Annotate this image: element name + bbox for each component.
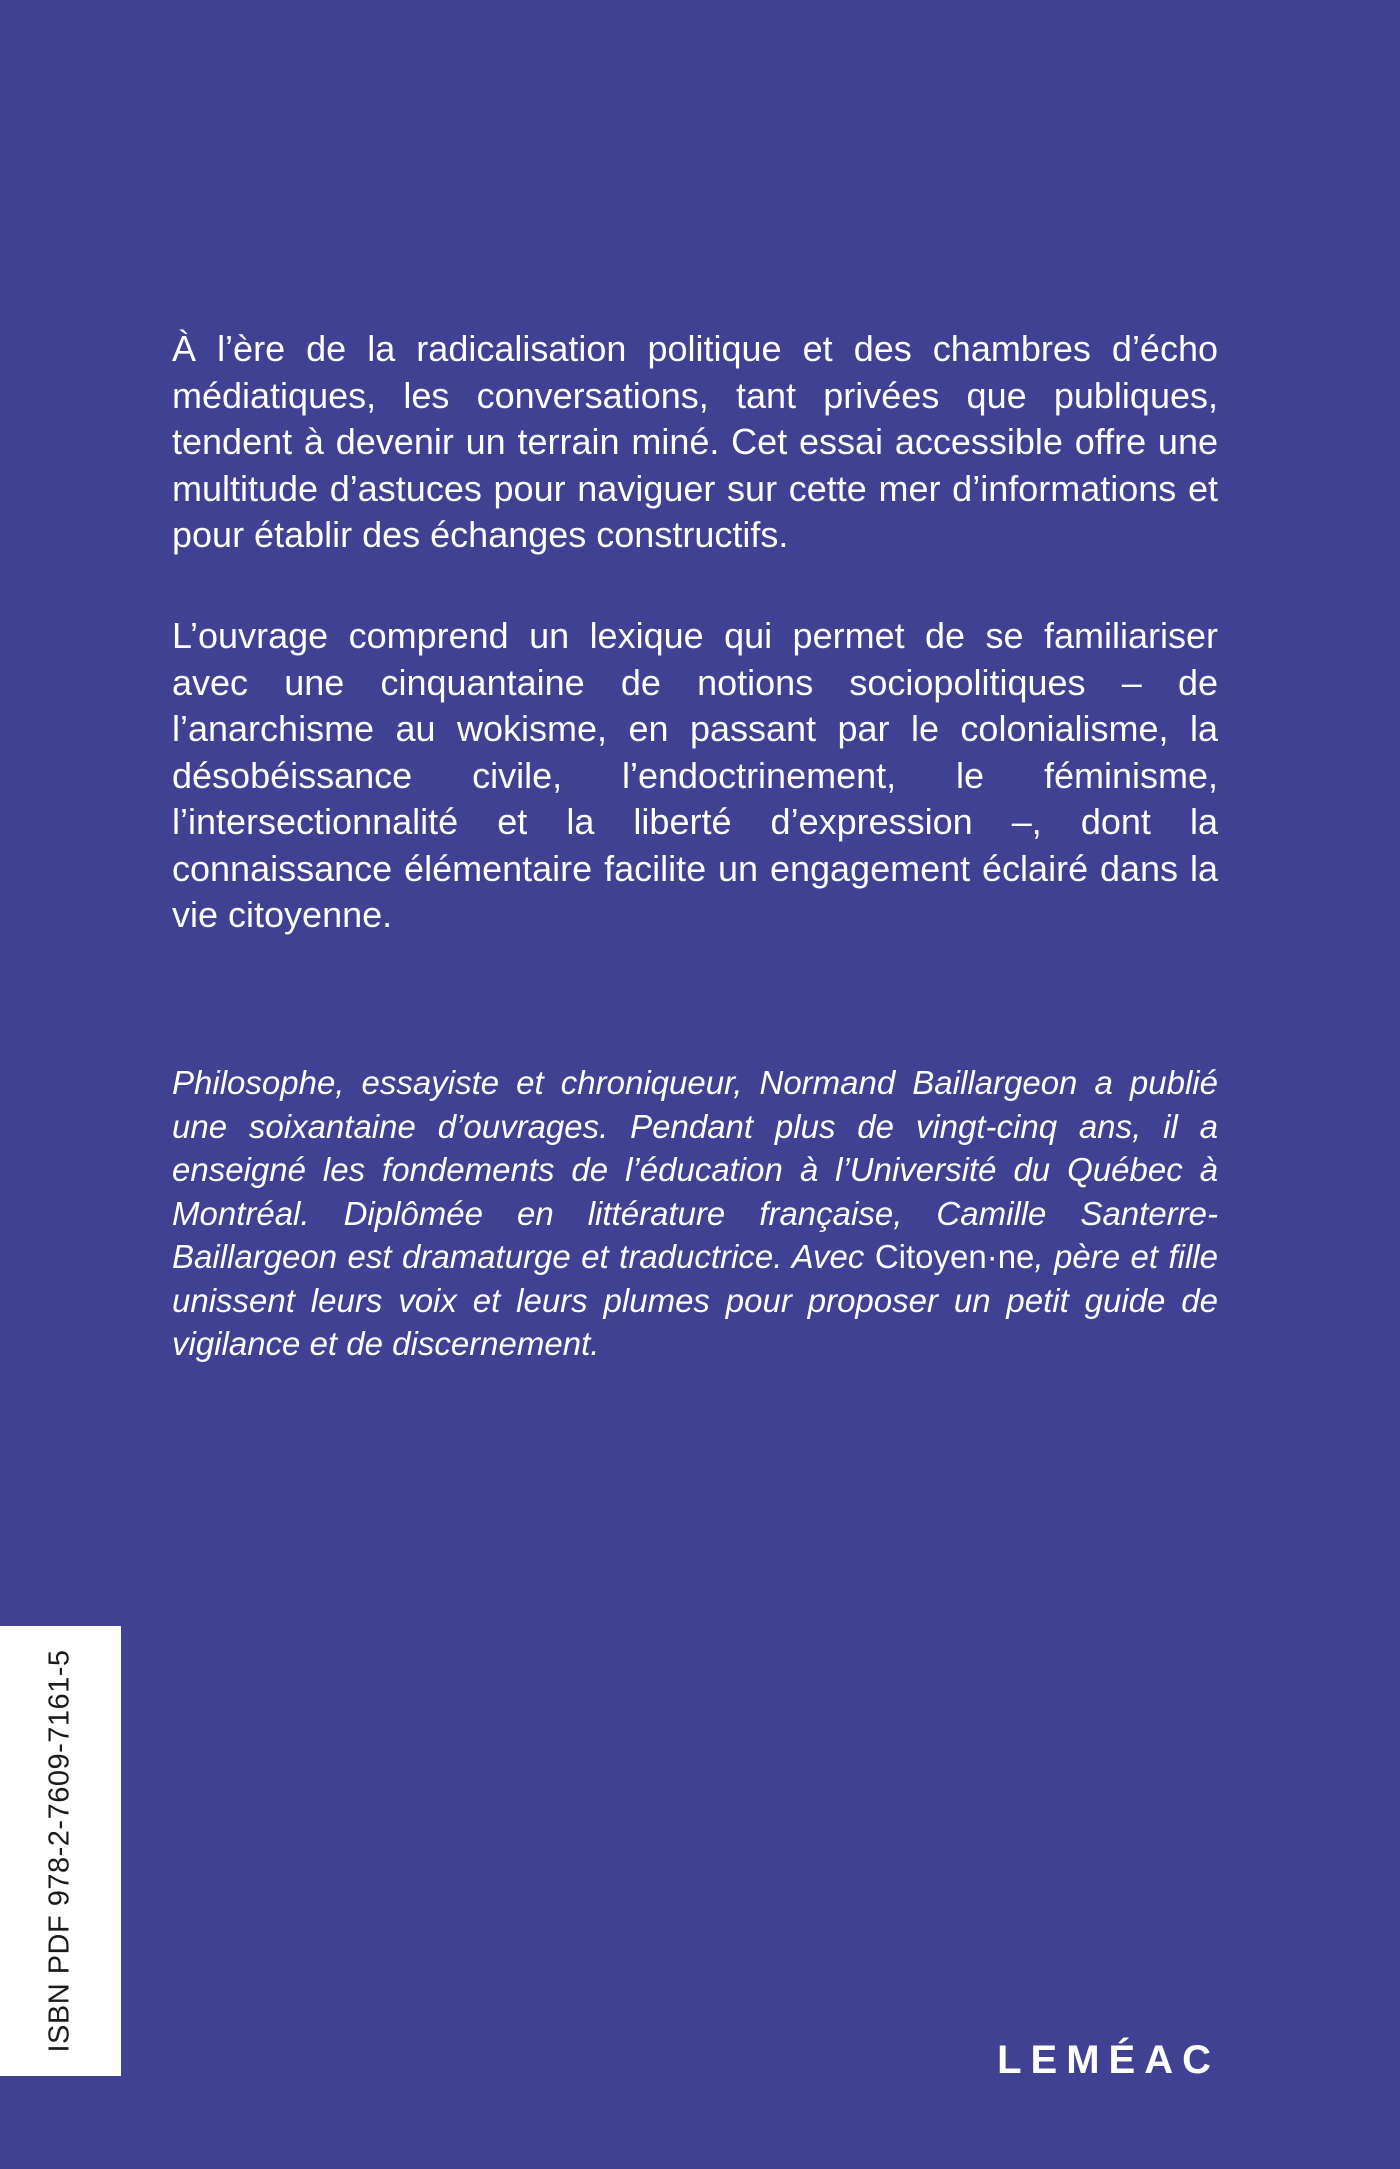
blurb-paragraph-2: L’ouvrage comprend un lexique qui permet de se familiariser avec une cinquantaine de notions sociopolitiques – de l’anarchisme au wokisme, en passant par le colonialisme, la désobéissance civile, l’endoctrinement, le féminisme, l’intersectionnalité et la liberté d’expression –, dont la connaissance élémentaire facilite un engagement éclairé dans la vie citoyenne.	[172, 615, 1218, 935]
book-title: Citoyen·ne	[874, 1238, 1035, 1275]
blurb-paragraph-1: À l’ère de la radicalisation politique et des chambres d’écho médiatiques, les conversations, tant privées que publiques, tendent à devenir un terrain miné. Cet essai accessible offre une multitude d’astuces pour naviguer sur cette mer d’informations et pour établir des échanges constructifs.	[172, 328, 1218, 555]
publisher-logo: LEMÉAC	[997, 2038, 1220, 2082]
isbn-label-box	[0, 1626, 121, 2076]
author-bio	[172, 1061, 1218, 1366]
author-bio-text-start: Philosophe, essayiste et chroniqueur, Normand Baillargeon a publié une soixantaine d’ouvrages. Pendant plus de vingt-cinq ans, il a enseigné les fondements de l’éducation à l’Université du Québec à Montréal. Diplômée en littérature française, Camille Santerre-Baillargeon est dramaturge et traductrice. Avec	[172, 1064, 1218, 1275]
isbn-text: ISBN PDF 978-2-7609-7161-5	[43, 1649, 76, 2053]
author-bio-text-end: , père et fille unissent leurs voix et leurs plumes pour proposer un petit guide de vigilance et de discernement.	[172, 1238, 1218, 1362]
